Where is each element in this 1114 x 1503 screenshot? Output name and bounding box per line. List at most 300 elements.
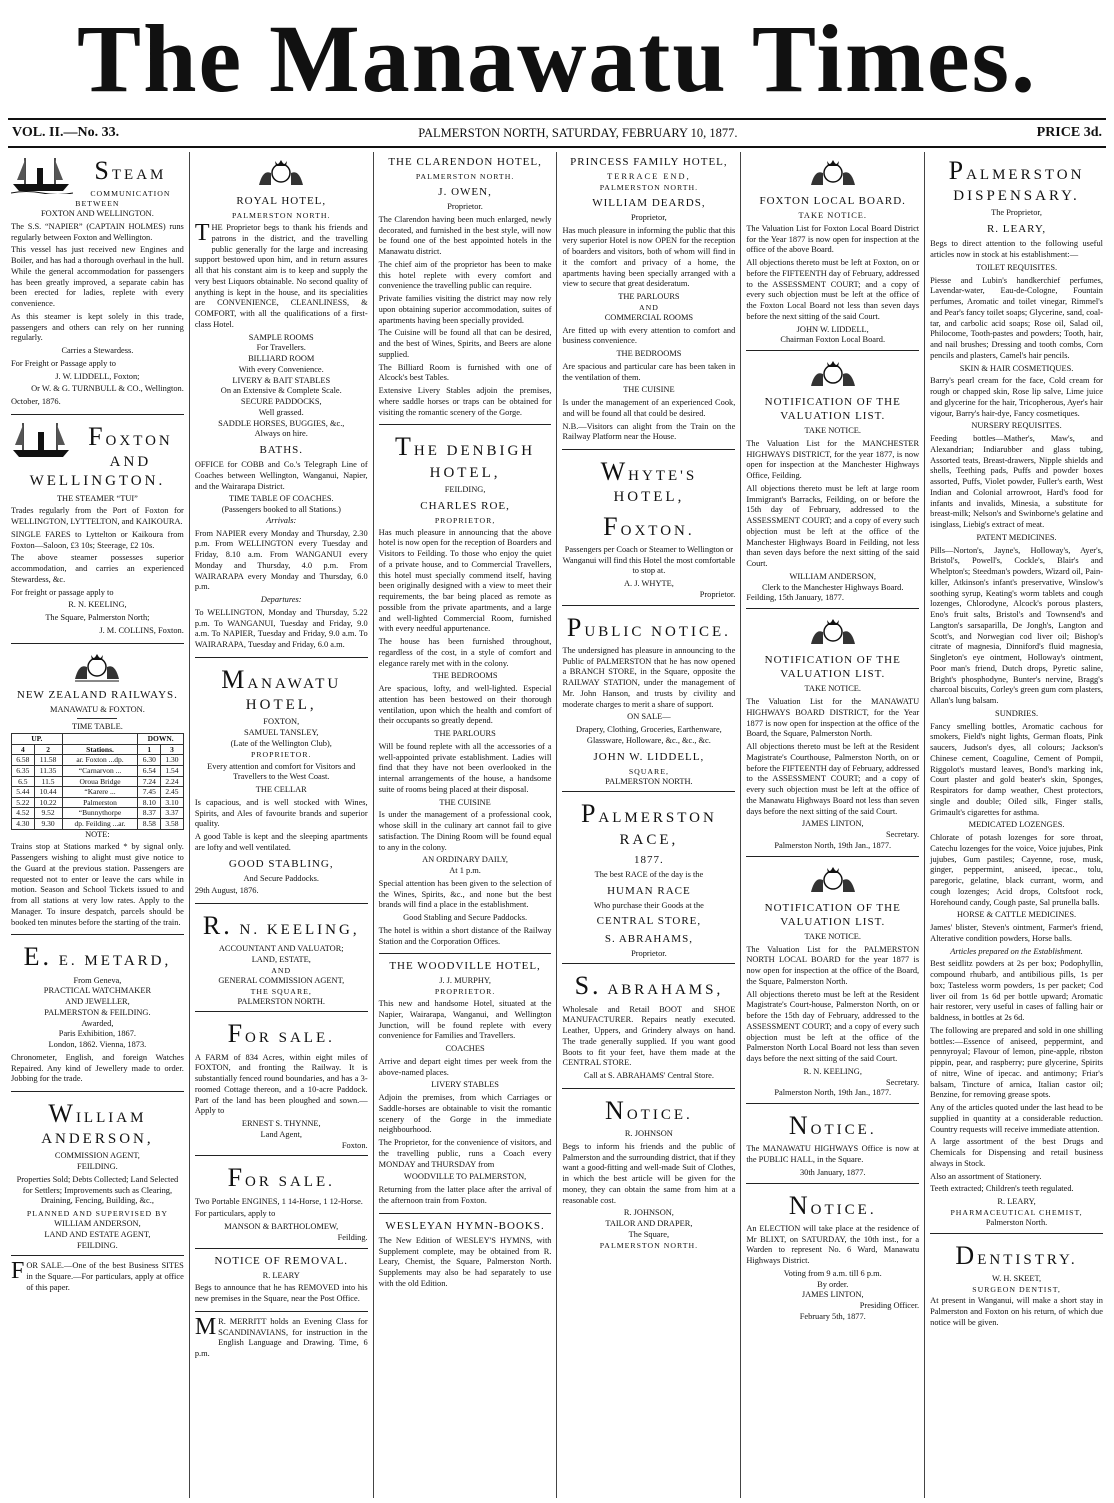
royal-l11: BATHS. xyxy=(259,444,304,457)
royal-timetable-note: (Passengers booked to all Stations.) xyxy=(221,505,341,515)
pd-p9: Best seidlitz powders at 2s per box; Podophyllin, compound rhubarb, and antibilious pills, 1s per box; Tasteless worm powders, 1s per packet; Cod liver oil from 1s 6d per bottle upward; Aromatic hair restorer, very useful in cases of falling hair or baldness, in bottles at 2s 6d. xyxy=(930,959,1103,1023)
dh-ordinary-time: At 1 p.m. xyxy=(449,866,481,876)
tui-p2: SINGLE FARES to Lyttelton or Kaikoura from Foxton—Saloon, £3 10s; Steerage, £2 10s. xyxy=(11,529,184,550)
flb-title: FOXTON LOCAL BOARD. xyxy=(759,195,906,207)
royal-arrivals: From NAPIER every Monday and Thursday, 2.30 p.m. From WELLINGTON every Tuesday and Friday, 8.10 a.m. From WANGANUI every Monday and Thursday, 4.0 p.m. From WAIRARAPA every Monday and Thursday, 6.0 p.m. xyxy=(194,528,368,592)
n2-name: JAMES LINTON, xyxy=(801,1290,864,1300)
dh-bedrooms: THE BEDROOMS xyxy=(432,671,498,681)
pd-sig3: Palmerston North. xyxy=(985,1217,1048,1227)
pf-sub: TERRACE END, xyxy=(607,172,691,182)
rnk-square: THE SQUARE, xyxy=(250,986,312,996)
royal-crest-icon xyxy=(803,862,863,898)
pf-p4: Is under the management of an experienced Cook, and will be found all that could be desired. xyxy=(562,398,736,418)
ad-denbigh-hotel xyxy=(379,430,552,954)
pd-sig2: PHARMACEUTICAL CHEMIST, xyxy=(950,1207,1083,1217)
pf-bedrooms: THE BEDROOMS xyxy=(616,349,682,359)
dh-p2: The house has been furnished throughout, regardless of the cost, in a style of comfort and elegance rarely met with in the colony. xyxy=(378,637,552,668)
dn-role: SURGEON DENTIST, xyxy=(972,1284,1061,1294)
pd-h6: MEDICATED LOZENGES. xyxy=(968,820,1065,830)
ad-wesleyan-hymns xyxy=(379,1219,552,1296)
tui-p4: For freight or passage apply to xyxy=(11,587,114,597)
steam-p6: J. W. LIDDELL, Foxton; xyxy=(55,371,140,381)
ad-manawatu-hotel xyxy=(195,663,368,904)
nv3-date: Palmerston North, 19th Jan., 1877. xyxy=(774,1088,892,1098)
pf-prop: Proprietor, xyxy=(631,212,667,222)
pd-h8: Articles prepared on the Establishment. xyxy=(950,946,1083,956)
wv-name: J. J. MURPHY, xyxy=(439,976,491,986)
ad-foxton-local-board xyxy=(746,155,919,351)
dh-p3: Are spacious, lofty, and well-lighted. Especial attention has been bestowed on their thorough ventilation, upon which the health and comfort of their occupants so greatly depend. xyxy=(378,684,552,726)
pn-square: SQUARE, xyxy=(628,766,669,776)
column-5 xyxy=(741,152,925,1498)
nt-name2: R. JOHNSON, xyxy=(623,1208,674,1218)
pr-central-store: CENTRAL STORE, xyxy=(596,915,702,928)
rail-h3: Stations. xyxy=(62,744,138,755)
flb-p2: All objections thereto must be left at Foxton, on or before the FIFTEENTH day of February, addressed to the ASSESSMENT COURT; and a copy of every such objection must be left at the office of the Foxton Local Board not less than seven days before the next sitting of the said Court. xyxy=(746,258,920,321)
pr-p2: Who purchase their Goods at the xyxy=(593,900,704,910)
nv1-name: WILLIAM ANDERSON, xyxy=(789,571,876,581)
royal-l3: BILLIARD ROOM xyxy=(248,354,315,364)
nr-p: Begs to announce that he has REMOVED into his new premises in the Square, near the Post Office. xyxy=(194,1283,368,1304)
cl-p6: Extensive Livery Stables adjoin the premises, where saddle horses or traps can be obtained for visiting the romantic scenery of the Gorge. xyxy=(378,386,552,417)
wa-place: FEILDING. xyxy=(77,1162,118,1172)
price: PRICE 3d. xyxy=(1036,125,1102,140)
nt-square: The Square, xyxy=(628,1229,670,1239)
mm-p: MR. MERRITT holds an Evening Class for SCANDINAVIANS, for instruction in the English Language and Drawing. Time, 6 p.m. xyxy=(194,1313,368,1359)
pr-year: 1877. xyxy=(634,853,664,866)
royal-departures: To WELLINGTON, Monday and Thursday, 5.22 p.m. To WANGANUI, Tuesday and Friday, 9.0 a.m. To NAPIER, Tuesday and Friday, 9.0 a.m. To WAIRARAPA, Tuesday and Friday, 6.0 a.m. xyxy=(194,607,368,650)
dh-prop: PROPRIETOR, xyxy=(434,515,496,525)
steam-between: BETWEEN xyxy=(75,199,120,209)
nr-title: NOTICE OF REMOVAL. xyxy=(214,1254,349,1267)
wv-title: THE WOODVILLE HOTEL, xyxy=(389,960,541,973)
rail-up: UP. xyxy=(12,734,63,745)
royal-p2: OFFICE for COBB and Co.'s Telegraph Line of Coaches between Wellington, Wanganui, Napier, and the Wairarapa District. xyxy=(194,460,368,491)
fs-name2: Land Agent, xyxy=(260,1129,302,1139)
metard-award: Awarded, xyxy=(81,1018,114,1028)
n2-date: February 5th, 1877. xyxy=(799,1311,866,1321)
dh-name: CHARLES ROE, xyxy=(420,499,510,512)
pd-h5: SUNDRIES. xyxy=(995,708,1039,718)
forsale-p: FOR SALE.—One of the best Business SITES in the Square.—For particulars, apply at office of this paper. xyxy=(11,1258,184,1292)
nv2-role: Secretary. xyxy=(885,830,920,840)
pr-human-race: HUMAN RACE xyxy=(607,884,691,897)
column-3 xyxy=(374,152,558,1498)
tui-head: THE STEAMER “TUI” xyxy=(56,493,138,503)
column-1 xyxy=(6,152,190,1498)
pf-p2: Are fitted up with every attention to comfort and business convenience. xyxy=(562,325,736,346)
royal-l2: For Travellers. xyxy=(256,343,306,353)
ad-notice-removal xyxy=(195,1254,368,1312)
ad-valuation-manawatu xyxy=(746,614,919,856)
ad-railways xyxy=(11,649,184,936)
n2-p: An ELECTION will take place at the residence of Mr BLIXT, on SATURDAY, the 10th inst., for a Warden to represent No. 6 Ward, Manawatu Highways District. xyxy=(746,1223,920,1266)
nv2-take-notice: TAKE NOTICE. xyxy=(804,684,861,694)
cl-p1: The Clarendon having been much enlarged, newly decorated, and furnished in the best style, will now be found one of the best appointed hotels in the Manawatu district. xyxy=(378,214,552,257)
steam-route: FOXTON AND WELLINGTON. xyxy=(41,209,154,219)
nt-name: R. JOHNSON xyxy=(624,1129,673,1139)
pd-sig: R. LEARY, xyxy=(997,1197,1036,1207)
royal-l4: With every Convenience. xyxy=(238,364,324,374)
pf-cuisine: THE CUISINE xyxy=(623,385,675,395)
cl-place: PALMERSTON NORTH. xyxy=(415,172,515,182)
steam-p4: Carries a Stewardess. xyxy=(61,346,134,356)
nv1-role: Clerk to the Manchester Highways Board. xyxy=(762,582,904,592)
royal-crest-icon xyxy=(803,614,863,650)
rail-h2: 2 xyxy=(34,744,62,755)
ad-william-anderson xyxy=(11,1097,184,1256)
wy-p: Passengers per Coach or Steamer to Wellington or Wanganui will find this Hotel the most comfortable to stop at. xyxy=(562,544,736,576)
sa-p2: Call at S. ABRAHAMS' Central Store. xyxy=(583,1071,714,1081)
flb-role: Chairman Foxton Local Board. xyxy=(780,335,886,345)
pd-p2: Piesse and Lubin's handkerchief perfumes, Lavendar-water, Eau-de-Cologne, Fountain perfumes, Aromatic and toilet vinegar, Rimmel's and Pear's fancy toilet soaps; Glycerine, sand, coal-tar, and carbolic acid soaps; Rose oil, Salad oil, Philocome, Tooth-pastes and powders; Tooth, hair, and nail brushes; Dressing and tooth combs, Corn pencils and plasters, Camel's hair pencils. xyxy=(930,275,1103,360)
metard-place: PALMERSTON & FEILDING. xyxy=(44,1007,151,1017)
fs2-title: FOR SALE. xyxy=(227,1163,335,1193)
rnk-and: AND xyxy=(271,965,292,975)
dh-p8: The hotel is within a short distance of the Railway Station and the Corporation Offices. xyxy=(378,925,552,946)
wa-title: WILLIAM ANDERSON, xyxy=(41,1099,154,1148)
ad-clarendon-hotel xyxy=(379,155,552,425)
mh-stab: GOOD STABLING, xyxy=(228,857,334,870)
fs2-p4: Feilding. xyxy=(337,1232,368,1242)
wv-p3: Adjoin the premises, from which Carriages or Saddle-horses are obtainable to visit the romantic scenery of the Gorge in the immediate neighbourhood. xyxy=(378,1093,552,1135)
rail-sub: MANAWATU & FOXTON. xyxy=(50,704,145,714)
rail-h1: 4 xyxy=(12,744,35,755)
nv3-role: Secretary. xyxy=(885,1077,920,1087)
metard-trade2: AND JEWELLER, xyxy=(65,997,130,1007)
mh-date: 29th August, 1876. xyxy=(194,886,259,896)
pd-h1: TOILET REQUISITES. xyxy=(976,262,1058,272)
rail-timetable-heading: TIME TABLE. xyxy=(72,722,123,732)
steam-p2: This vessel has just received new Engines and Boiler, and has had a thorough overhaul in the hull. While the general accommodation for passengers has been greatly improved, a separate cabin has been erected for ladies, replete with every convenience. xyxy=(11,245,184,309)
ad-johnson-notice xyxy=(562,1094,735,1255)
steam-p7: Or W. & G. TURNBULL & CO., Wellington. xyxy=(31,384,184,394)
masthead-title: The Manawatu Times. xyxy=(77,5,1037,112)
fs2-p3: MANSON & BARTHOLOMEW, xyxy=(224,1222,339,1232)
wa-p5: FEILDING. xyxy=(77,1240,118,1250)
nv3-title: NOTIFICATION OF THE VALUATION LIST. xyxy=(764,901,901,928)
dn-p: At present in Wanganui, will make a short stay in Palmerston and Foxton on his return, of which due notice will be given. xyxy=(930,1296,1103,1327)
ad-steamer-tui xyxy=(11,420,184,644)
ad-abrahams-boots xyxy=(562,969,735,1089)
column-2 xyxy=(190,152,374,1498)
dh-p1: Has much pleasure in announcing that the above hotel is now open for the reception of Boarders and Visitors to Feilding. To those who enjoy the quiet of a private house, and to Commercial Travellers, this hotel must specially commend itself, having been originally designed with a view to meet their requirements, the bar being placed as remote as possible from the private apartments, and a large and well-lighted Commercial Room, furnished with every needful appurtenance. xyxy=(378,527,552,634)
pf-name: WILLIAM DEARDS, xyxy=(592,196,706,209)
steam-sub: COMMUNICATION xyxy=(90,189,171,199)
dh-p7: Good Stabling and Secure Paddocks. xyxy=(403,913,528,923)
cl-title: THE CLARENDON HOTEL, xyxy=(388,156,542,168)
n1-p: The MANAWATU HIGHWAYS Office is now at the PUBLIC HALL, in the Square. xyxy=(746,1144,920,1165)
ad-notice-highways-office xyxy=(746,1109,919,1184)
nv2-name: JAMES LINTON, xyxy=(801,819,864,829)
pd-sub: The Proprietor, xyxy=(991,208,1042,218)
mh-title: MANAWATU HOTEL, xyxy=(221,664,342,714)
steam-p3: As this steamer is kept solely in this trade, passengers and others can rely on her running regularly. xyxy=(11,311,184,343)
mh-cellar: THE CELLAR xyxy=(255,785,307,795)
mh-late: (Late of the Wellington Club), xyxy=(230,738,332,748)
flb-name: JOHN W. LIDDELL, xyxy=(796,324,869,334)
pn-name: JOHN W. LIDDELL, xyxy=(593,750,705,763)
ad-princess-hotel xyxy=(562,155,735,450)
pf-p3: Are spacious and particular care has been taken in the ventilation of them. xyxy=(562,361,736,382)
tui-p5: R. N. KEELING, xyxy=(68,600,127,610)
steamship-icon xyxy=(11,420,73,460)
dh-parlours: THE PARLOURS xyxy=(434,729,496,739)
rail-timetable xyxy=(11,733,184,829)
tui-p6: The Square, Palmerston North; xyxy=(45,613,150,623)
pd-p13: Also an assortment of Stationery. xyxy=(930,1171,1042,1181)
royal-crest-icon xyxy=(251,155,311,191)
rail-rows xyxy=(12,755,184,829)
mh-stab2: And Secure Paddocks. xyxy=(243,873,320,883)
dh-place: FEILDING, xyxy=(444,484,486,494)
place-date: PALMERSTON NORTH, SATURDAY, FEBRUARY 10, 1877. xyxy=(418,125,738,140)
nv3-name: R. N. KEELING, xyxy=(803,1066,862,1076)
fs-name3: Foxton. xyxy=(341,1140,368,1150)
pd-p8: James' blister, Steven's ointment, Farmer's friend, Alterative condition powders, Horse balls. xyxy=(930,923,1103,943)
ad-public-notice xyxy=(562,611,735,793)
table-row: 6.35 11.35 “Carnarvon ... 6.54 1.54 xyxy=(12,765,184,776)
pn-sale: ON SALE— xyxy=(627,712,671,722)
ad-notice-election xyxy=(746,1189,919,1327)
pd-h3: NURSERY REQUISITES. xyxy=(971,421,1062,431)
rail-h4: 1 xyxy=(138,744,161,755)
wy-place: FOXTON. xyxy=(603,511,695,541)
pd-p14: Teeth extracted; Children's teeth regulated. xyxy=(930,1184,1074,1194)
pf-and: AND xyxy=(638,302,659,312)
rail-down: DOWN. xyxy=(138,734,183,745)
cl-p5: The Billiard Room is furnished with one of Alcock's best Tables. xyxy=(378,362,552,383)
fs2-p: Two Portable ENGINES, 1 14-Horse, 1 12-Horse. xyxy=(194,1196,363,1206)
ad-keeling xyxy=(195,909,368,1012)
wy-prop: Proprietor. xyxy=(699,589,736,599)
pr-name: S. ABRAHAMS, xyxy=(604,932,693,945)
table-row: 5.22 10.22 Palmerston 8.10 3.10 xyxy=(12,797,184,808)
table-row: 6.58 11.58 ar. Foxton ...dp. 6.30 1.30 xyxy=(12,755,184,766)
royal-place: PALMERSTON NORTH. xyxy=(232,211,331,221)
mh-prop: PROPRIETOR. xyxy=(251,749,312,759)
nv1-p2: All objections thereto must be left at large room Immigrant's Barracks, Feilding, on or before the 15th day of February, addressed to the ASSESSMENT COURT; and a copy of every such objection must be left at the office of the Manchester Highways Board in Feilding, not less than seven days before the next sitting of the said Court. xyxy=(746,483,920,569)
nv3-p2: All objections thereto must be left at the Resident Magistrate's Court-house, Palmerston North, on or before the 15th day of February, addressed to the ASSESSMENT COURT; and a copy of every such objection must be left at the office of the Palmerston North Local Board not less than seven days before the next sitting of the said Court. xyxy=(746,989,920,1064)
royal-crest-icon xyxy=(803,155,863,191)
wh-title: WESLEYAN HYMN-BOOKS. xyxy=(385,1219,545,1232)
pf-p5: N.B.—Visitors can alight from the Train on the Railway Platform near the House. xyxy=(562,421,736,442)
pd-p1: Begs to direct attention to the following useful articles now in stock at his establishment:— xyxy=(930,239,1103,260)
wa-sub: COMMISSION AGENT, xyxy=(54,1151,140,1161)
column-6 xyxy=(925,152,1108,1498)
wv-p1: This new and handsome Hotel, situated at the Napier, Wairarapa, Wanganui, and Wellington Junction, will be found replete with every convenience for Families and Travellers. xyxy=(378,999,552,1041)
flb-take-notice: TAKE NOTICE. xyxy=(798,211,867,221)
volume-number: VOL. II.—No. 33. xyxy=(12,125,120,140)
nr-name: R. LEARY xyxy=(262,1270,300,1280)
nv2-p1: The Valuation List for the MANAWATU HIGHWAYS BOARD DISTRICT, for the Year 1877 is now open for inspection at the office of the Board, the Square, Palmerston North. xyxy=(746,697,920,739)
pn-title: PUBLIC NOTICE. xyxy=(566,612,731,642)
n1-date: 30th January, 1877. xyxy=(799,1167,866,1177)
pd-p3: Barry's pearl cream for the face, Cold cream for rough or chapped skin, Rose lip salve, Lime juice and glycerine for the hair, Tricopherous, Ayer's hair vigour, Barry's hair-dye, Fancy cosmetiques. xyxy=(930,376,1103,418)
nv1-title: NOTIFICATION OF THE VALUATION LIST. xyxy=(764,396,901,423)
ad-palmerston-race xyxy=(562,797,735,964)
ad-for-sale-engines xyxy=(195,1161,368,1248)
ad-valuation-palmerston xyxy=(746,862,919,1104)
steamship-icon xyxy=(11,154,73,194)
ad-dentistry xyxy=(930,1239,1103,1335)
pd-p11: Any of the articles quoted under the last head to be supplied in quantity at a considerable reduction. Country requests will receive immediate attention. xyxy=(930,1103,1103,1134)
metard-from: From Geneva, xyxy=(73,975,122,985)
ad-metard xyxy=(11,940,184,1092)
n2-title: NOTICE. xyxy=(788,1190,877,1220)
royal-l7: SECURE PADDOCKS, xyxy=(240,397,322,407)
tui-p3: The above steamer possesses superior accommodation, and carries an experienced Stewardess, &c. xyxy=(11,553,184,584)
rnk-sub3: GENERAL COMMISSION AGENT, xyxy=(218,975,345,985)
wv-livery: LIVERY STABLES xyxy=(431,1080,499,1090)
pn-items: Drapery, Clothing, Groceries, Earthenware, Glassware, Holloware, &c., &c., &c. xyxy=(576,725,722,745)
fs-p: A FARM of 834 Acres, within eight miles of FOXTON, and fronting the Railway. It is substantially fenced round boundaries, and has a 3-roomed Cottage thereon, and a 10-acre Paddock. Part of the land has been ploughed and sown.—Apply to xyxy=(194,1052,368,1116)
mh-p3: A good Table is kept and the sleeping apartments are lofty and well ventilated. xyxy=(194,832,368,852)
pd-p12: A large assortment of the best Drugs and Chemicals for Dispensing and retail business always in Stock. xyxy=(930,1137,1103,1168)
sa-p: Wholesale and Retail BOOT and SHOE MANUFACTURER. Repairs neatly executed. Leather, Uppers, and Grindery always on hand. The trade generally supplied. If you want good Boots to fit your feet, have them made at the CENTRAL STORE. xyxy=(562,1004,736,1068)
nt-place: PALMERSTON NORTH. xyxy=(599,1240,699,1250)
royal-p1: THE Proprietor begs to thank his friends and patrons in the district, and the travelling public generally for the large and increasing support bestowed upon him, and in return assures all that his constant aim is to keep and supply the very best Liquors obtainable. No second quality of anything is kept in the house, and its specialities are CONVENIENCE, CLEANLINESS, & COMFORT, with all the qualifications of a first-class Hotel. xyxy=(194,220,368,329)
wa-p: Properties Sold; Debts Collected; Land Selected for Settlers; Improvements such as Clearing, Draining, Fencing, Building, &c., xyxy=(16,1174,179,1206)
fs2-p2: For particulars, apply to xyxy=(194,1209,276,1219)
nv2-title: NOTIFICATION OF THE VALUATION LIST. xyxy=(764,654,901,681)
steam-p5: For Freight or Passage apply to xyxy=(11,358,116,368)
nv1-take-notice: TAKE NOTICE. xyxy=(804,426,861,436)
pd-title: PALMERSTON DISPENSARY. xyxy=(948,156,1085,205)
pf-parlours: THE PARLOURS xyxy=(618,292,680,302)
pd-name: R. LEARY, xyxy=(986,223,1047,236)
metard-title: E. E. METARD, xyxy=(23,942,172,972)
table-row: 5.44 10.44 “Karere ... 7.45 2.45 xyxy=(12,787,184,798)
nt-p: Begs to inform his friends and the public of Palmerston and the surrounding district, that if they want a good-fitting and well-made Suit of Clothes, in which the best article will be given for the money, they can obtain the same from him at a reasonable cost. xyxy=(562,1141,736,1205)
wy-name: A. J. WHYTE, xyxy=(623,579,674,589)
royal-timetable: TIME TABLE OF COACHES. xyxy=(228,494,334,504)
pd-h2: SKIN & HAIR COSMETIQUES. xyxy=(959,363,1074,373)
wv-prop: PROPRIETOR. xyxy=(434,987,496,997)
mh-p2: Is capacious, and is well stocked with Wines, Spirits, and Ales of favourite brands and superior quality. xyxy=(194,797,368,829)
pn-p: The undersigned has pleasure in announcing to the Public of PALMERSTON that he has now opened a BRANCH STORE, in the Square, opposite the RAILWAY STATION, under the management of Mr. John Hanson, and trusts by civility and moderate charges to merit a share of support. xyxy=(562,645,736,709)
royal-departures-heading: Departures: xyxy=(260,595,302,605)
nv1-p1: The Valuation List for the MANCHESTER HIGHWAYS DISTRICT, for the year 1877, is now open for inspection at the Manchester Highways Office, Feilding. xyxy=(746,438,920,481)
dh-p4: Will be found replete with all the accessories of a well-appointed private establishment. Ladies will find that they have not been overlooked in the internal arrangements of the house, a handsome suite of rooms being placed at their disposal. xyxy=(378,741,552,794)
wv-route: WOODVILLE TO PALMERSTON, xyxy=(403,1172,527,1182)
sa-title: S. ABRAHAMS, xyxy=(574,971,724,1001)
metard-trade: PRACTICAL WATCHMAKER xyxy=(43,986,152,996)
fs-name: ERNEST S. THYNNE, xyxy=(241,1119,321,1129)
dh-ordinary: AN ORDINARY DAILY, xyxy=(422,855,509,865)
steam-title: STEAM xyxy=(94,156,167,185)
wy-title: WHYTE'S HOTEL, xyxy=(600,457,698,506)
dn-title: DENTISTRY. xyxy=(955,1240,1078,1270)
rail-title: NEW ZEALAND RAILWAYS. xyxy=(16,688,178,701)
steam-p1: The S.S. “NAPIER” (CAPTAIN HOLMES) runs regularly between Foxton and Wellington. xyxy=(11,221,184,242)
dh-p5: Is under the management of a professional cook, whose skill in the culinary art cannot fail to give satisfaction. The Dining Room will be found equal to any in the colony. xyxy=(378,810,552,852)
columns xyxy=(6,152,1108,1498)
steam-p8: October, 1876. xyxy=(11,397,61,407)
pd-p4: Feeding bottles—Mather's, Maw's, and Alexandrian; Indiarubber and glass tubing, Assorted teats, Breast-drawers, Nipple shields and shells, Teething pads, Puffs and powder boxes assorted, Puffs, Violet powder, Fuller's earth, West Indian and Colonial arrowroot, Hard's food for infants and invalids, Minesia, a substitute for breast-milk; Nelson's and Swinborne's gelatine and isinglass, Liebig's extract of meat. xyxy=(930,434,1103,530)
royal-title: ROYAL HOTEL, xyxy=(236,195,327,207)
wa-p4: LAND AND ESTATE AGENT, xyxy=(44,1229,151,1239)
wa-p3: WILLIAM ANDERSON, xyxy=(54,1219,141,1229)
royal-crest-icon xyxy=(803,356,863,392)
table-row: 6.5 11.5 Oroua Bridge 7.24 2.24 xyxy=(12,776,184,787)
dateline xyxy=(8,118,1106,148)
wv-coaches: COACHES xyxy=(445,1044,485,1054)
cl-p2: The chief aim of the proprietor has been to make this hotel replete with every comfort and convenience the travelling public can require. xyxy=(378,259,552,291)
dh-p6: Special attention has been given to the selection of the Wines, Spirits, &c., and none but the best brands will find a place in the establishment. xyxy=(378,878,552,910)
fs-title: FOR SALE. xyxy=(227,1019,335,1049)
nt-trade: TAILOR AND DRAPER, xyxy=(605,1219,693,1229)
dh-title: THE DENBIGH HOTEL, xyxy=(395,432,536,481)
ad-palmerston-dispensary xyxy=(930,154,1103,1234)
royal-l8: Well grassed. xyxy=(258,407,304,417)
ad-whytes-hotel xyxy=(562,455,735,605)
rnk-sub2: LAND, ESTATE, xyxy=(251,955,311,965)
rail-note: Trains stop at Stations marked * by signal only. Passengers wishing to alight must give notice to the Guard at the previous station. Passengers are requested not to enter or leave the cars while in motion. Season and School Tickets issued to and from all stations at very low rates. Apply to the Manager. To insure despatch, parcels should be booked ten minutes before the starting of the train. xyxy=(11,842,184,927)
nv3-take-notice: TAKE NOTICE. xyxy=(804,931,861,941)
pn-place: PALMERSTON NORTH. xyxy=(605,776,693,786)
n2-p3: By order. xyxy=(817,1279,849,1289)
nt-title: NOTICE. xyxy=(605,1095,693,1125)
pf-commercial: COMMERCIAL ROOMS xyxy=(604,312,694,322)
ad-valuation-manchester xyxy=(746,356,919,609)
ad-royal-hotel xyxy=(195,155,368,658)
ad-merritt xyxy=(194,1313,368,1366)
pf-p1: Has much pleasure in informing the public that this very superior Hotel is now OPEN for the reception of boarders and visitors, both of whom will find in it the comfort and privacy of a home, the apartments having been specially arranged with a view to secure that great desideratum. xyxy=(562,225,736,289)
table-row: 4.30 9.30 dp. Feilding ...ar. 8.58 3.58 xyxy=(12,818,184,829)
metard-paris: Paris Exhibition, 1867. xyxy=(58,1029,137,1039)
cl-prop: Proprietor. xyxy=(447,202,483,212)
tui-p7: J. M. COLLINS, Foxton. xyxy=(99,625,184,635)
wv-p2: Arrive and depart eight times per week from the above-named places. xyxy=(378,1056,552,1077)
tui-title: FOXTON AND WELLINGTON. xyxy=(29,421,173,490)
wa-p2: PLANNED AND SUPERVISED BY xyxy=(26,1209,168,1219)
pr-prop: Proprietor. xyxy=(631,948,667,958)
royal-arrivals-heading: Arrivals: xyxy=(266,515,297,525)
nv3-p1: The Valuation List for the PALMERSTON NORTH LOCAL BOARD for the year 1877 is now open for inspection at the office of the Board, the Square, Palmerston North. xyxy=(746,944,920,986)
cl-name: J. OWEN, xyxy=(438,186,492,199)
dn-name: W. H. SKEET, xyxy=(992,1273,1042,1283)
royal-l9: SADDLE HORSES, BUGGIES, &c., xyxy=(218,418,345,428)
royal-l10: Always on hire. xyxy=(254,429,308,439)
pd-h4: PATENT MEDICINES. xyxy=(976,532,1057,542)
n2-role: Presiding Officer. xyxy=(859,1301,920,1311)
wv-p5: Returning from the latter place after the arrival of the afternoon train from Foxton. xyxy=(378,1185,552,1205)
mh-place: FOXTON, xyxy=(263,717,300,727)
royal-crest-icon xyxy=(67,649,127,685)
table-row: 4.52 9.52 “Bunnythorpe 8.37 3.37 xyxy=(12,808,184,819)
tui-p1: Trades regularly from the Port of Foxton for WELLINGTON, LYTTELTON, and KAIKOURA. xyxy=(11,506,184,527)
pf-title: PRINCESS FAMILY HOTEL, xyxy=(570,156,728,168)
cl-p4: The Cuisine will be found all that can be desired, and the best of Wines, Spirits, and Beers are alone supplied. xyxy=(378,328,552,359)
n1-title: NOTICE. xyxy=(788,1111,877,1141)
ad-for-sale-site xyxy=(11,1258,184,1299)
flb-p1: The Valuation List for Foxton Local Board District for the Year 1877 is now open for inspection at the office of the above Board. xyxy=(746,223,920,255)
metard-p: Chronometer, English, and foreign Watches Repaired. Any kind of Jewellery made to order. Jobbing for the trade. xyxy=(11,1052,184,1084)
pr-title: PALMERSTON RACE, xyxy=(580,799,717,848)
nv2-p2: All objections thereto must be left at the Resident Magistrate's Courthouse, Palmerston North, on or before the FIFTEENTH day of February, addressed to the ASSESSMENT COURT; and a copy of every such objection must be left at the office of the Manawatu Highways Board not less than seven days before the next sitting of the said Court. xyxy=(746,742,920,816)
pd-p6: Fancy smelling bottles, Aromatic cachous for smokers, Field's night lights, German floats, Pink saucers, Judson's dyes, all colours; Jackson's Chinese cement, Coaguline, Cement of Pompii, Riggolot's mustard leaves, Bond's marking ink, Court plaster and gold beater's skin, Sponges, Respirators for damp weather, Chest protectors, single and double; Oiled silk, Finger stalls, Grimault's cigarettes for asthma. xyxy=(930,721,1103,817)
rail-note-heading: NOTE: xyxy=(85,829,110,839)
metard-london-vienna: London, 1862. Vienna, 1873. xyxy=(48,1040,147,1050)
royal-l6: On an Extensive & Complete Scale. xyxy=(220,386,342,396)
ad-steam-napier xyxy=(11,154,184,415)
nv2-date: Palmerston North, 19th Jan., 1877. xyxy=(774,840,892,850)
rnk-sub: ACCOUNTANT AND VALUATOR; xyxy=(218,944,344,954)
pf-place: PALMERSTON NORTH. xyxy=(599,182,699,192)
ad-woodville-hotel xyxy=(379,959,552,1213)
rail-h5: 3 xyxy=(161,744,184,755)
